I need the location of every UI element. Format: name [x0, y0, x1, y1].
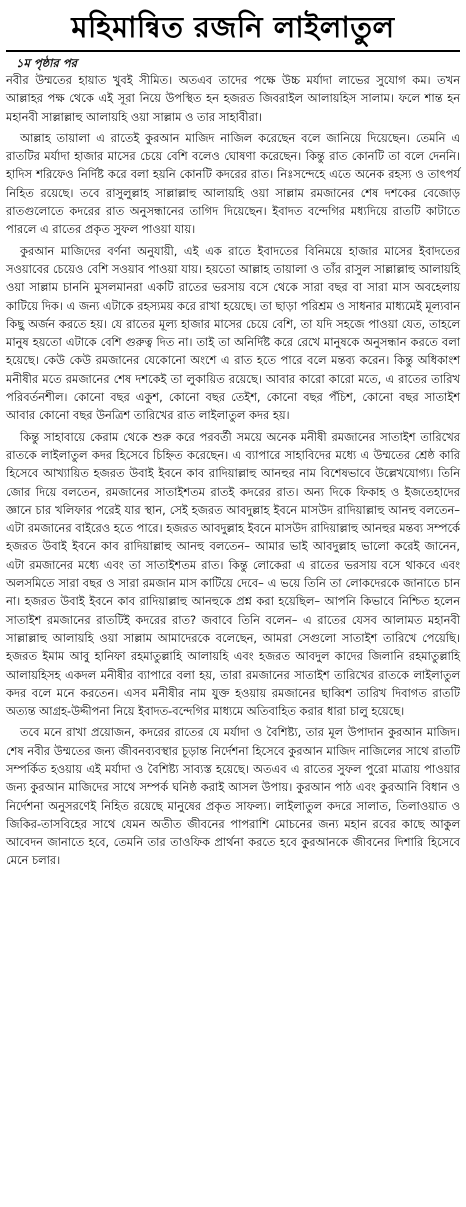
article-headline: মহিমান্বিত রজনি লাইলাতুল: [71, 10, 395, 44]
paragraph-1: নবীর উম্মতের হায়াত খুবই সীমিত। অতএব তাদের পক্ষে উচ্চ মর্যাদা লাভের সুযোগ কম। তখন আল্লাহর পক্ষ থেকে এই সূরা নিয়ে উপস্থিত হন হজরত জিবরাইল আলায়হিস সালাম। ফলে শান্ত হন মহানবী সাল্লাল্লাহু আলায়হি ওয়া সাল্লাম ও তার সাহাবীরা।: [6, 73, 460, 124]
paragraph-5: তবে মনে রাখা প্রয়োজন, কদরের রাতের যে মর্যাদা ও বৈশিষ্ট্য, তার মূল উপাদান কুরআন মাজিদ। শেষ নবীর উম্মতের জন্য জীবনব্যবস্থার চূড়ান্ত নির্দেশনা হিসেবে কুরআন মাজিদ নাজিলের সাথে রাতটি সম্পর্কিত হওয়ায় এই মর্যাদা ও বৈশিষ্ট্য সাব্যস্ত হয়েছে। অতএব এ রাতের সুফল পুরো মাত্রায় পাওয়ার জন্য কুরআন মাজিদের সাথে সম্পর্ক ঘনিষ্ঠ করাই আসল উপায়। কুরআন পাঠ এবং কুরআনি বিধান ও নির্দেশনা অনুসরণেই নিহিত রয়েছে মানুষের প্রকৃত সাফল্য। লাইলাতুল কদরে সালাত, তিলাওয়াত ও জিকির-তাসবিহের সাথে যেমন অতীত জীবনের পাপরাশি মোচনের জন্য মহান রবের কাছে আকুল আবেদন জানাতে হবে, তেমনি তার তাওফিক প্রার্থনা করতে হবে কুরআনকে জীবনের দিশারি হিসেবে মেনে চলার।: [6, 725, 460, 868]
headline-block: [6, 6, 460, 52]
article-body: [6, 71, 460, 870]
paragraph-4: কিন্তু সাহাবায়ে কেরাম থেকে শুরু করে পরবর্তী সময়ে অনেক মনীষী রমজানের সাতাইশ তারিখের রাতকে লাইলাতুল কদর হিসেবে চিহ্নিত করেছেন। এ ব্যাপারে সাহাবিদের মধ্যে এ উম্মতের শ্রেষ্ঠ কারি হিসেবে আখ্যায়িত হজরত উবাই ইবনে কাব রাদিয়াল্লাহু আনহুর নাম বিশেষভাবে উল্লেখযোগ্য। তিনি জোর দিয়ে বলতেন, রমজানের সাতাইশতম রাতই কদরের রাত। অন্য দিকে ফিকাহ ও ইজতেহাদের জ্ঞানে চার খলিফার পরেই যার স্থান, সেই হজরত আবদুল্লাহ ইবনে মাসউদ রাদিয়াল্লাহু আনহু বলতেন– এটা রমজানের বাইরেও হতে পারে। হজরত আবদুল্লাহ ইবনে মাসউদ রাদিয়াল্লাহু আনহুর মন্তব্য সম্পর্কে হজরত উবাই ইবনে কাব রাদিয়াল্লাহু আনহু বলতেন– আমার ভাই আবদুল্লাহ ভালো করেই জানেন, এটা রমজানের মধ্যে এবং তা সাতাইশতম রাত। কিন্তু লোকেরা এ রাতের ভরসায় বসে থাকবে এবং অলসমিতে সারা বছর ও সারা রমজান মাস কাটিয়ে দেবে– এ ভয়ে তিনি তা লোকদেরকে জানাতে চান না। হজরত উবাই ইবনে কাব রাদিয়াল্লাহু আনহুকে প্রশ্ন করা হয়েছিল– আপনি কিভাবে নিশ্চিত হলেন সাতাইশ রমজানের রাতটিই কদরের রাত? জবাবে তিনি বলেন– এ রাতের যেসব আলামত মহানবী সাল্লাল্লাহু আলায়হি ওয়া সাল্লাম আমাদেরকে বলেছেন, আমরা সেগুলো সাতাইশ তারিখে পেয়েছি। হজরত ইমাম আবু হানিফা রহমাতুল্লাহি আলায়হি এবং হজরত আবদুল কাদের জিলানি রহমাতুল্লাহি আলায়হিসহ একদল মনীষীর ব্যাপারে বলা হয়, তারা রমজানের সাতাইশ তারিখের রাতকে লাইলাতুল কদর বলে মনে করতেন। এসব মনীষীর নাম যুক্ত হওয়ায় রমজানের ছাব্বিশ তারিখ দিবাগত রাতটি অত্যন্ত আগ্রহ-উদ্দীপনা নিয়ে ইবাদত-বন্দেগির মাধ্যমে অতিবাহিত করার ধারা চালু হয়েছে।: [6, 429, 460, 719]
paragraph-2: আল্লাহ তায়ালা এ রাতেই কুরআন মাজিদ নাজিল করেছেন বলে জানিয়ে দিয়েছেন। তেমনি এ রাতটির মর্যাদা হাজার মাসের চেয়ে বেশি বলেও ঘোষণা করেছেন। কিন্তু রাত কোনটি তা বলে দেননি। হাদিস শরিফেও নির্দিষ্ট করে বলা হয়নি কোনটি কদরের রাত। নিঃসন্দেহে এতে অনেক রহস্য ও তাৎপর্য নিহিত রয়েছে। তবে রাসুলুল্লাহ সাল্লাল্লাহু আলায়হি ওয়া সাল্লাম রমজানের শেষ দশকের বেজোড় রাতগুলোতে কদরের রাত অনুসন্ধানের তাগিদ দিয়েছেন। ইবাদত বন্দেগির মধ্যদিয়ে রাতটি কাটাতে পারলে এ রাতের প্রকৃত সুফল পাওয়া যায়।: [6, 130, 460, 237]
continued-from-label: ১ম পৃষ্ঠার পর: [16, 56, 77, 70]
paragraph-3: কুরআন মাজিদের বর্ণনা অনুযায়ী, এই এক রাতে ইবাদতের বিনিময়ে হাজার মাসের ইবাদতের সওয়াবের চেয়েও বেশি সওয়াব পাওয়া যায়। হয়তো আল্লাহ তায়ালা ও তাঁর রাসুল সাল্লাল্লাহু আলায়হি ওয়া সাল্লাম চাননি মুসলমানরা একটি রাতের ভরসায় বসে থেকে সারা বছর বা সারা মাস অবহেলায় কাটিয়ে দিক। এ জন্য এটাকে রহস্যময় করে রাখা হয়েছে। তা ছাড়া পরিশ্রম ও সাধনার মাধ্যমেই মূল্যবান কিছু অর্জন করতে হয়। যে রাতের মূল্য হাজার মাসের চেয়ে বেশি, তা যদি সহজে পাওয়া যেত, তাহলে মানুষ হয়তো এটাকে বেশি গুরুত্ব দিত না। তাই তা অনির্দিষ্ট করে রেখে মানুষকে অনুসন্ধান করতে বলা হয়েছে। কেউ কেউ রমজানের যেকোনো অংশে এ রাত হতে পারে বলে মন্তব্য করেন। কিন্তু অধিকাংশ মনীষীর মতে রমজানের শেষ দশকেই তা লুকায়িত রয়েছে। আবার কারো কারো মতে, এ রাতের তারিখ পরিবর্তনশীল। কোনো বছর একুশ, কোনো বছর তেইশ, কোনো বছর পঁচিশ, কোনো বছর সাতাইশ আবার কোনো বছর উনত্রিশ তারিখের রাত লাইলাতুল কদর হয়।: [6, 243, 460, 423]
